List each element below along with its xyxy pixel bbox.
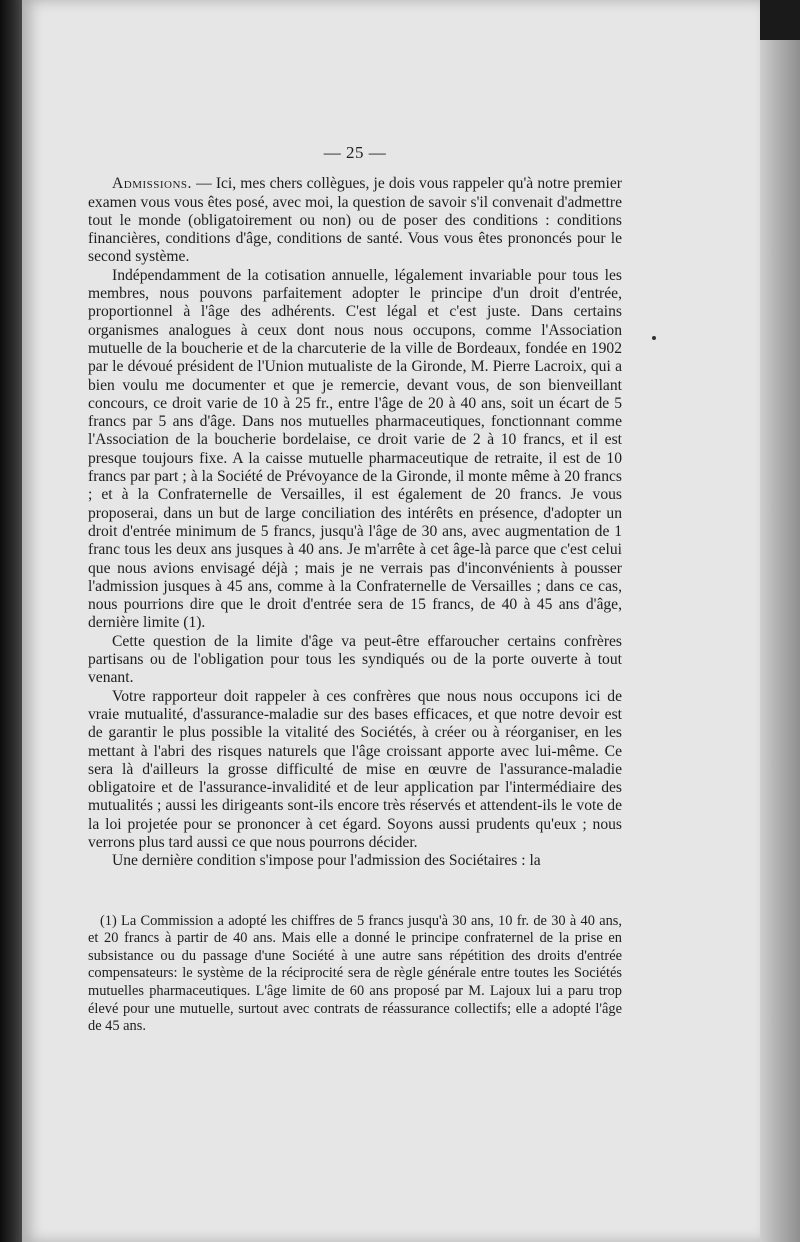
section-lead-admissions: Admissions. [112, 175, 192, 193]
paragraph-admissions-text: — Ici, mes chers collègues, je dois vous rappeler qu'à notre premier examen vous vous êtes posé, avec moi, la question de savoir s'il convenait d'admettre tout le monde (obligatoirement ou non) ou de poser des conditions : conditions financières, conditions d'âge, conditions de santé. Vous vous êtes prononcés pour le second système. [88, 175, 622, 266]
book-binding-shadow [0, 0, 22, 1242]
paragraph-droit-entree: Indépendamment de la cotisation annuelle, légalement invariable pour tous les membres, nous pouvons parfaitement adopter le principe d'un droit d'entrée, proportionnel à l'âge des adhérents. C'est légal et c'est juste. Dans certains organismes analogues à ceux dont nous nous occupons, comme l'Association mutuelle de la boucherie et de la charcuterie de la ville de Bordeaux, fondée en 1902 par le dévoué président de l'Union mutualiste de la Gironde, M. Pierre Lacroix, qui a bien voulu me documenter et que je remercie, devant vous, de son bienveillant concours, ce droit varie de 10 à 25 fr., entre l'âge de 20 à 40 ans, soit un écart de 5 francs par 5 ans d'âge. Dans nos mutuelles pharmaceutiques, fonctionnant comme l'Association de la boucherie bordelaise, ce droit varie de 2 à 10 francs, et il est presque toujours fixe. A la caisse mutuelle pharmaceutique de retraite, il est de 10 francs par part ; à la Société de Prévoyance de la Gironde, il monte même à 20 francs ; et à la Confraternelle de Versailles, il est également de 20 francs. Je vous proposerai, dans un but de large conciliation des intérêts en présence, d'adopter un droit d'entrée minimum de 5 francs, jusqu'à l'âge de 30 ans, avec augmentation de 1 franc tous les deux ans jusques à 40 ans. Je m'arrête à cet âge-là parce que c'est celui que nous avions envisagé déjà ; mais je ne verrais pas d'inconvénients à pousser l'admission jusques à 45 ans, comme à la Confraternelle de Versailles ; dans ce cas, nous pourrions dire que le droit d'entrée sera de 15 francs, de 40 à 45 ans d'âge, dernière limite (1). [88, 266, 622, 632]
footnote: (1) La Commission a adopté les chiffres de 5 francs jusqu'à 30 ans, 10 fr. de 30 à 40 ans, et 20 francs à partir de 40 ans. Mais elle a donné le principe confraternel de la prise en subsistance ou du passage d'une Société à une autre sans répétition des droits d'entrée compensateurs: le système de la réciprocité sera de règle générale entre toutes les Sociétés mutuelles pharmaceutiques. L'âge limite de 60 ans proposé par M. Lajoux lui a paru trop élevé pour une mutuelle, surtout avec contrats de réassurance collectifs; elle a adopté l'âge de 45 ans. [88, 912, 622, 1035]
paragraph-admissions [88, 175, 622, 266]
ink-spot [652, 336, 656, 340]
footnote-gap [88, 871, 622, 913]
page-text-block [88, 144, 622, 1036]
page-edge-stack [760, 40, 800, 1242]
paragraph-derniere-condition: Une dernière condition s'impose pour l'admission des Sociétaires : la [112, 852, 541, 870]
paragraph-rapporteur: Votre rapporteur doit rappeler à ces confrères que nous nous occupons ici de vraie mutualité, d'assurance-maladie sur des bases efficaces, et que notre devoir est de garantir le plus possible la vitalité des Sociétés, à créer ou à réorganiser, en les mettant à l'abri des risques naturels que l'âge croissant apporte avec lui-même. Ce sera là d'ailleurs la grosse difficulté de mise en œuvre de l'assurance-maladie obligatoire et de l'assurance-invalidité et de leur application par l'intermédiaire des mutualités ; aussi les dirigeants sont-ils encore très réservés et attendent-ils le vote de la loi projetée pour se prononcer à cet égard. Soyons aussi prudents qu'eux ; nous verrons plus tard aussi ce que nous pourrons décider. [88, 687, 622, 851]
paragraph-limite-age: Cette question de la limite d'âge va peut-être effaroucher certains confrères partisans ou de l'obligation pour tous les syndiqués ou de la porte ouverte à tout venant. [88, 632, 622, 687]
page-number: — 25 — [323, 143, 387, 162]
